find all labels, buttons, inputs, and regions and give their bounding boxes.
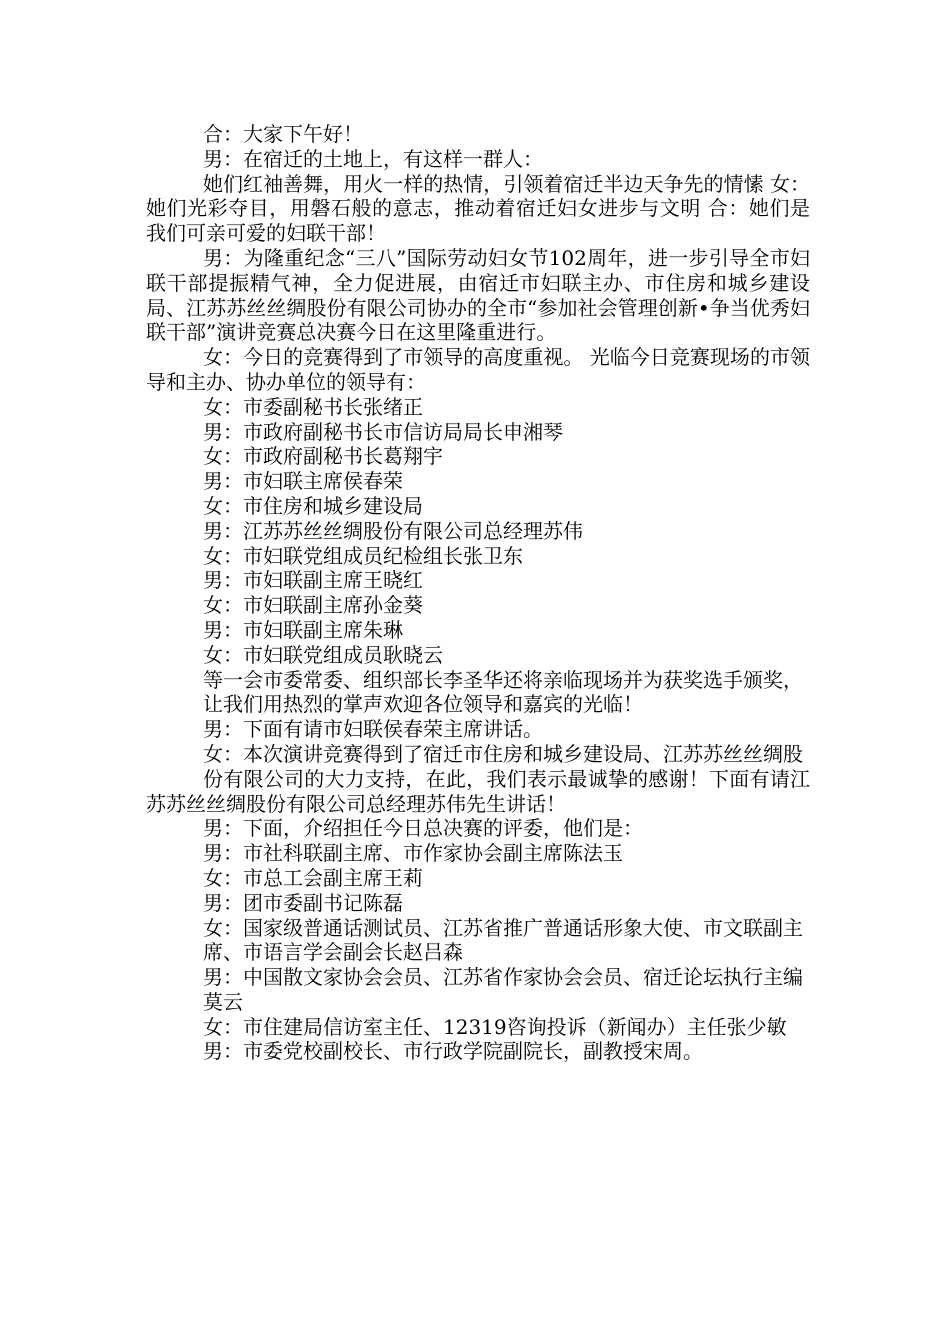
paragraph: 女：市妇联党组成员耿晓云 bbox=[203, 642, 443, 667]
paragraph: 男：市妇联主席侯春荣 bbox=[203, 469, 403, 494]
paragraph: 男：市社科联副主席、市作家协会副主席陈法玉 bbox=[203, 841, 623, 866]
paragraph: 女：市住建局信访室主任、12319咨询投诉（新闻办）主任张少敏 bbox=[203, 1014, 787, 1039]
paragraph: 等一会市委常委、组织部长李圣华还将亲临现场并为获奖选手颁奖， bbox=[203, 667, 803, 692]
paragraph: 莫云 bbox=[203, 989, 243, 1014]
paragraph: 男：市妇联副主席朱琳 bbox=[203, 617, 403, 642]
paragraph: 女：市住房和城乡建设局 bbox=[203, 493, 423, 518]
paragraph: 女：今日的竞赛得到了市领导的高度重视。 光临今日竞赛现场的市领导和主办、协办单位的领导有： bbox=[146, 345, 810, 394]
paragraph: 女：市妇联副主席孙金葵 bbox=[203, 593, 423, 618]
paragraph-greeting: 合：大家下午好！ bbox=[203, 122, 363, 146]
paragraph: 份有限公司的大力支持，在此，我们表示最诚挚的感谢！下面有请江苏苏丝丝绸股份有限公司总经理苏伟先生讲话！ bbox=[146, 766, 810, 816]
document-page bbox=[146, 122, 810, 1064]
paragraph: 男：在宿迁的土地上，有这样一群人： bbox=[203, 146, 543, 171]
paragraph: 男：下面有请市妇联侯春荣主席讲话。 bbox=[203, 717, 543, 742]
paragraph: 席、市语言学会副会长赵吕森 bbox=[203, 940, 463, 965]
paragraph: 男：江苏苏丝丝绸股份有限公司总经理苏伟 bbox=[203, 518, 583, 543]
paragraph: 男：下面，介绍担任今日总决赛的评委，他们是： bbox=[203, 816, 643, 841]
paragraph: 女：本次演讲竞赛得到了宿迁市住房和城乡建设局、江苏苏丝丝绸股 bbox=[203, 741, 803, 766]
paragraph: 男：市政府副秘书长市信访局局长申湘琴 bbox=[203, 419, 563, 444]
paragraph: 让我们用热烈的掌声欢迎各位领导和嘉宾的光临！ bbox=[203, 692, 643, 717]
paragraph: 女：市委副秘书长张绪正 bbox=[203, 394, 423, 419]
paragraph: 她们红袖善舞，用火一样的热情，引领着宿迁半边天争先的情愫 女：她们光彩夺目，用磐石般的意志，推动着宿迁妇女进步与文明 合：她们是我们可亲可爱的妇联干部！ bbox=[146, 171, 810, 246]
paragraph: 男：团市委副书记陈磊 bbox=[203, 890, 403, 915]
paragraph: 男：为隆重纪念“三八”国际劳动妇女节102周年，进一步引导全市妇联干部提振精气神，全力促进展，由宿迁市妇联主办、市住房和城乡建设局、江苏苏丝丝绸股份有限公司协办的全市“参加社会管理创新•争当优秀妇联干部”演讲竞赛总决赛今日在这里隆重进行。 bbox=[146, 245, 810, 345]
paragraph: 男：市妇联副主席王晓红 bbox=[203, 568, 423, 593]
paragraph: 女：市总工会副主席王莉 bbox=[203, 865, 423, 890]
paragraph: 女：国家级普通话测试员、江苏省推广普通话形象大使、市文联副主 bbox=[203, 915, 803, 940]
paragraph: 女：市妇联党组成员纪检组长张卫东 bbox=[203, 543, 523, 568]
paragraph: 女：市政府副秘书长葛翔宇 bbox=[203, 444, 443, 469]
paragraph: 男：市委党校副校长、市行政学院副院长，副教授宋周。 bbox=[203, 1039, 703, 1064]
paragraph: 男：中国散文家协会会员、江苏省作家协会会员、宿迁论坛执行主编 bbox=[203, 965, 803, 990]
